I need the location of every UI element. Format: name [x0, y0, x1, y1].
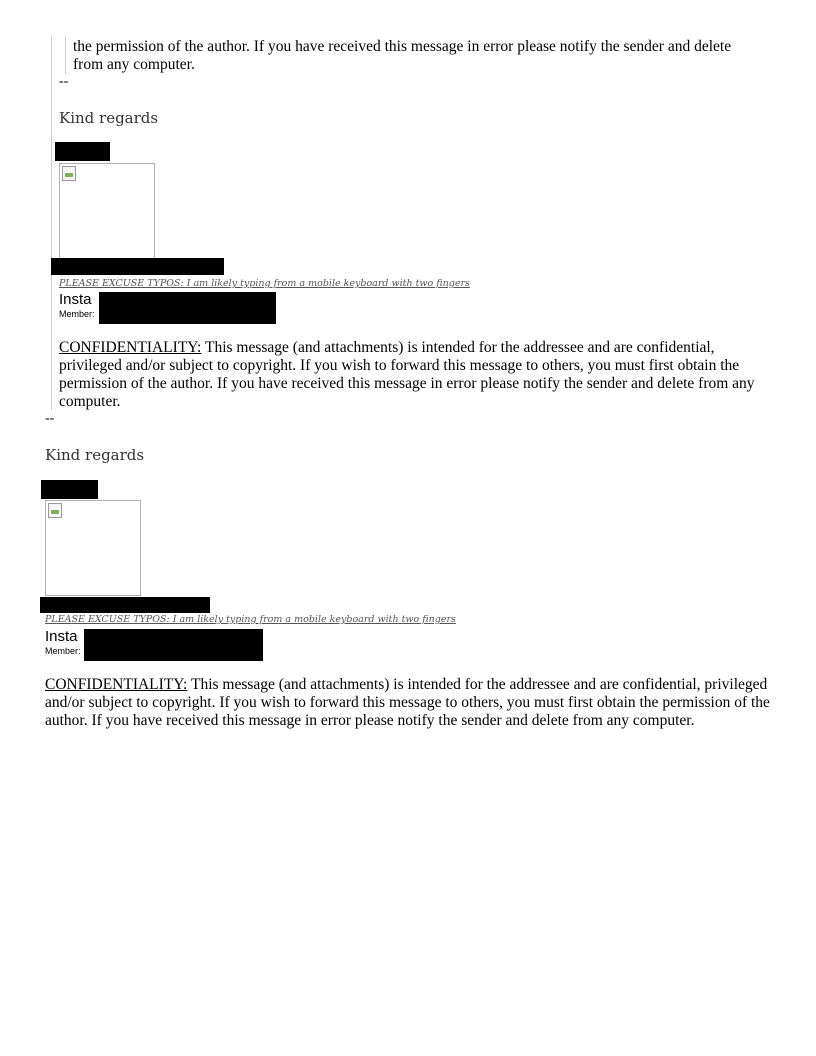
member-label-1: Member: — [59, 309, 95, 319]
signature-image-1 — [59, 163, 155, 259]
confidentiality-heading-1: CONFIDENTIALITY: — [59, 339, 202, 356]
member-label-2: Member: — [45, 646, 81, 656]
redacted-name-1 — [55, 142, 110, 161]
outer-quote-bar — [51, 36, 52, 410]
typos-note-link-2[interactable]: PLEASE EXCUSE TYPOS: I am likely typing from a mobile keyboard with two fingers — [45, 614, 456, 625]
broken-image-icon — [48, 503, 62, 518]
confidentiality-body-1: This message (and attachments) is intended for the addressee and are confidential, privileged and/or subject to copyright. If you wish to forward this message to others, you must first obtain the permission of the author. If you have received this message in error please notify the sender and delete from any computer. — [59, 339, 755, 410]
inner-quote-bar — [65, 36, 66, 74]
confidentiality-notice-1 — [59, 339, 769, 411]
redacted-name-2 — [41, 480, 98, 499]
insta-label-2: Insta — [45, 628, 78, 645]
confidentiality-notice-2 — [45, 676, 770, 730]
redacted-title-2 — [40, 597, 210, 613]
signature-image-2 — [45, 500, 141, 596]
typos-note-link-1[interactable]: PLEASE EXCUSE TYPOS: I am likely typing from a mobile keyboard with two fingers — [59, 278, 470, 289]
signature-separator-1: -- — [59, 74, 69, 89]
redacted-insta-handle-1 — [99, 292, 276, 324]
kind-regards-1: Kind regards — [59, 109, 159, 127]
confidentiality-heading-2: CONFIDENTIALITY: — [45, 676, 188, 693]
signature-separator-2: -- — [45, 411, 55, 426]
redacted-insta-handle-2 — [84, 629, 263, 661]
quoted-confidentiality-fragment: the permission of the author. If you have received this message in error please notify the sender and delete from any computer. — [73, 38, 732, 73]
kind-regards-2: Kind regards — [45, 446, 145, 464]
redacted-title-1 — [51, 258, 224, 275]
confidentiality-body-2: This message (and attachments) is intended for the addressee and are confidential, privileged and/or subject to copyright. If you wish to forward this message to others, you must first obtain the permission of the author. If you have received this message in error please notify the sender and delete from any computer. — [45, 676, 770, 729]
broken-image-icon — [62, 166, 76, 181]
insta-label-1: Insta — [59, 291, 92, 308]
